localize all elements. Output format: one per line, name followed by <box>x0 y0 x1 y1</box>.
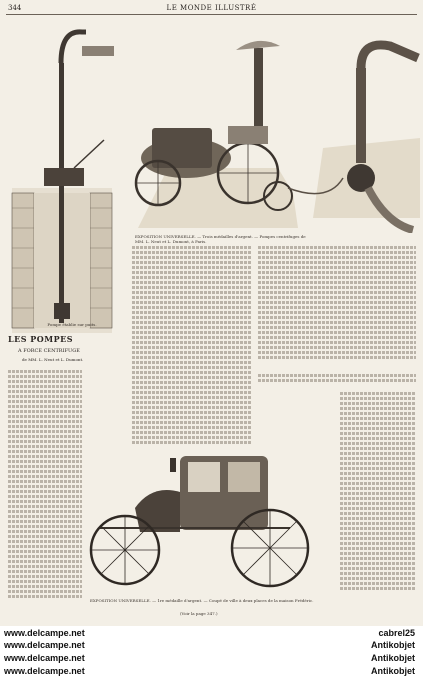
page-number: 344 <box>8 4 22 12</box>
text-column-middle <box>132 244 252 444</box>
article-title: LES POMPES <box>8 334 74 344</box>
header-rule <box>6 14 417 15</box>
text-column-right-lower <box>258 372 416 386</box>
text-column-right-bottom <box>340 390 416 590</box>
footer-left-line-3[interactable]: www.delcampe.net <box>4 653 85 663</box>
carriage-illustration <box>80 448 338 598</box>
page-header <box>8 4 415 14</box>
text-column-left <box>8 368 82 598</box>
footer-watermarks <box>0 626 423 680</box>
footer-left-line-2[interactable]: www.delcampe.net <box>4 640 85 650</box>
footer-right-line-3: Antikobjet <box>371 653 415 663</box>
centrifugal-pump-caption: EXPOSITION UNIVERSELLE. — Trois médailles d'argent. — Pompes centrifuges de MM. L. Neut et L. Dumont, à Paris. <box>135 234 306 244</box>
article-byline: de MM. L. Neut et L. Dumont. <box>22 357 84 362</box>
footer-right-line-4: Antikobjet <box>371 666 415 676</box>
journal-title: LE MONDE ILLUSTRÉ <box>166 4 257 12</box>
footer-left-line-1[interactable]: www.delcampe.net <box>4 628 85 638</box>
article-subtitle: A FORCE CENTRIFUGE <box>18 348 80 354</box>
text-column-right <box>258 244 416 359</box>
centrifugal-pump-illustration <box>128 18 420 233</box>
carriage-page-note: (Voir la page 347.) <box>180 611 218 616</box>
well-pump-illustration <box>4 18 124 333</box>
footer-right-line-2: Antikobjet <box>371 640 415 650</box>
footer-left-line-4[interactable]: www.delcampe.net <box>4 666 85 676</box>
well-pump-caption: Pompe établie sur puits. <box>47 322 97 327</box>
carriage-caption: EXPOSITION UNIVERSELLE. — 1re médaille d'argent. — Coupé de ville à deux places de la maison Frédéric. <box>90 598 314 603</box>
footer-right-line-1: cabrel25 <box>378 628 415 638</box>
